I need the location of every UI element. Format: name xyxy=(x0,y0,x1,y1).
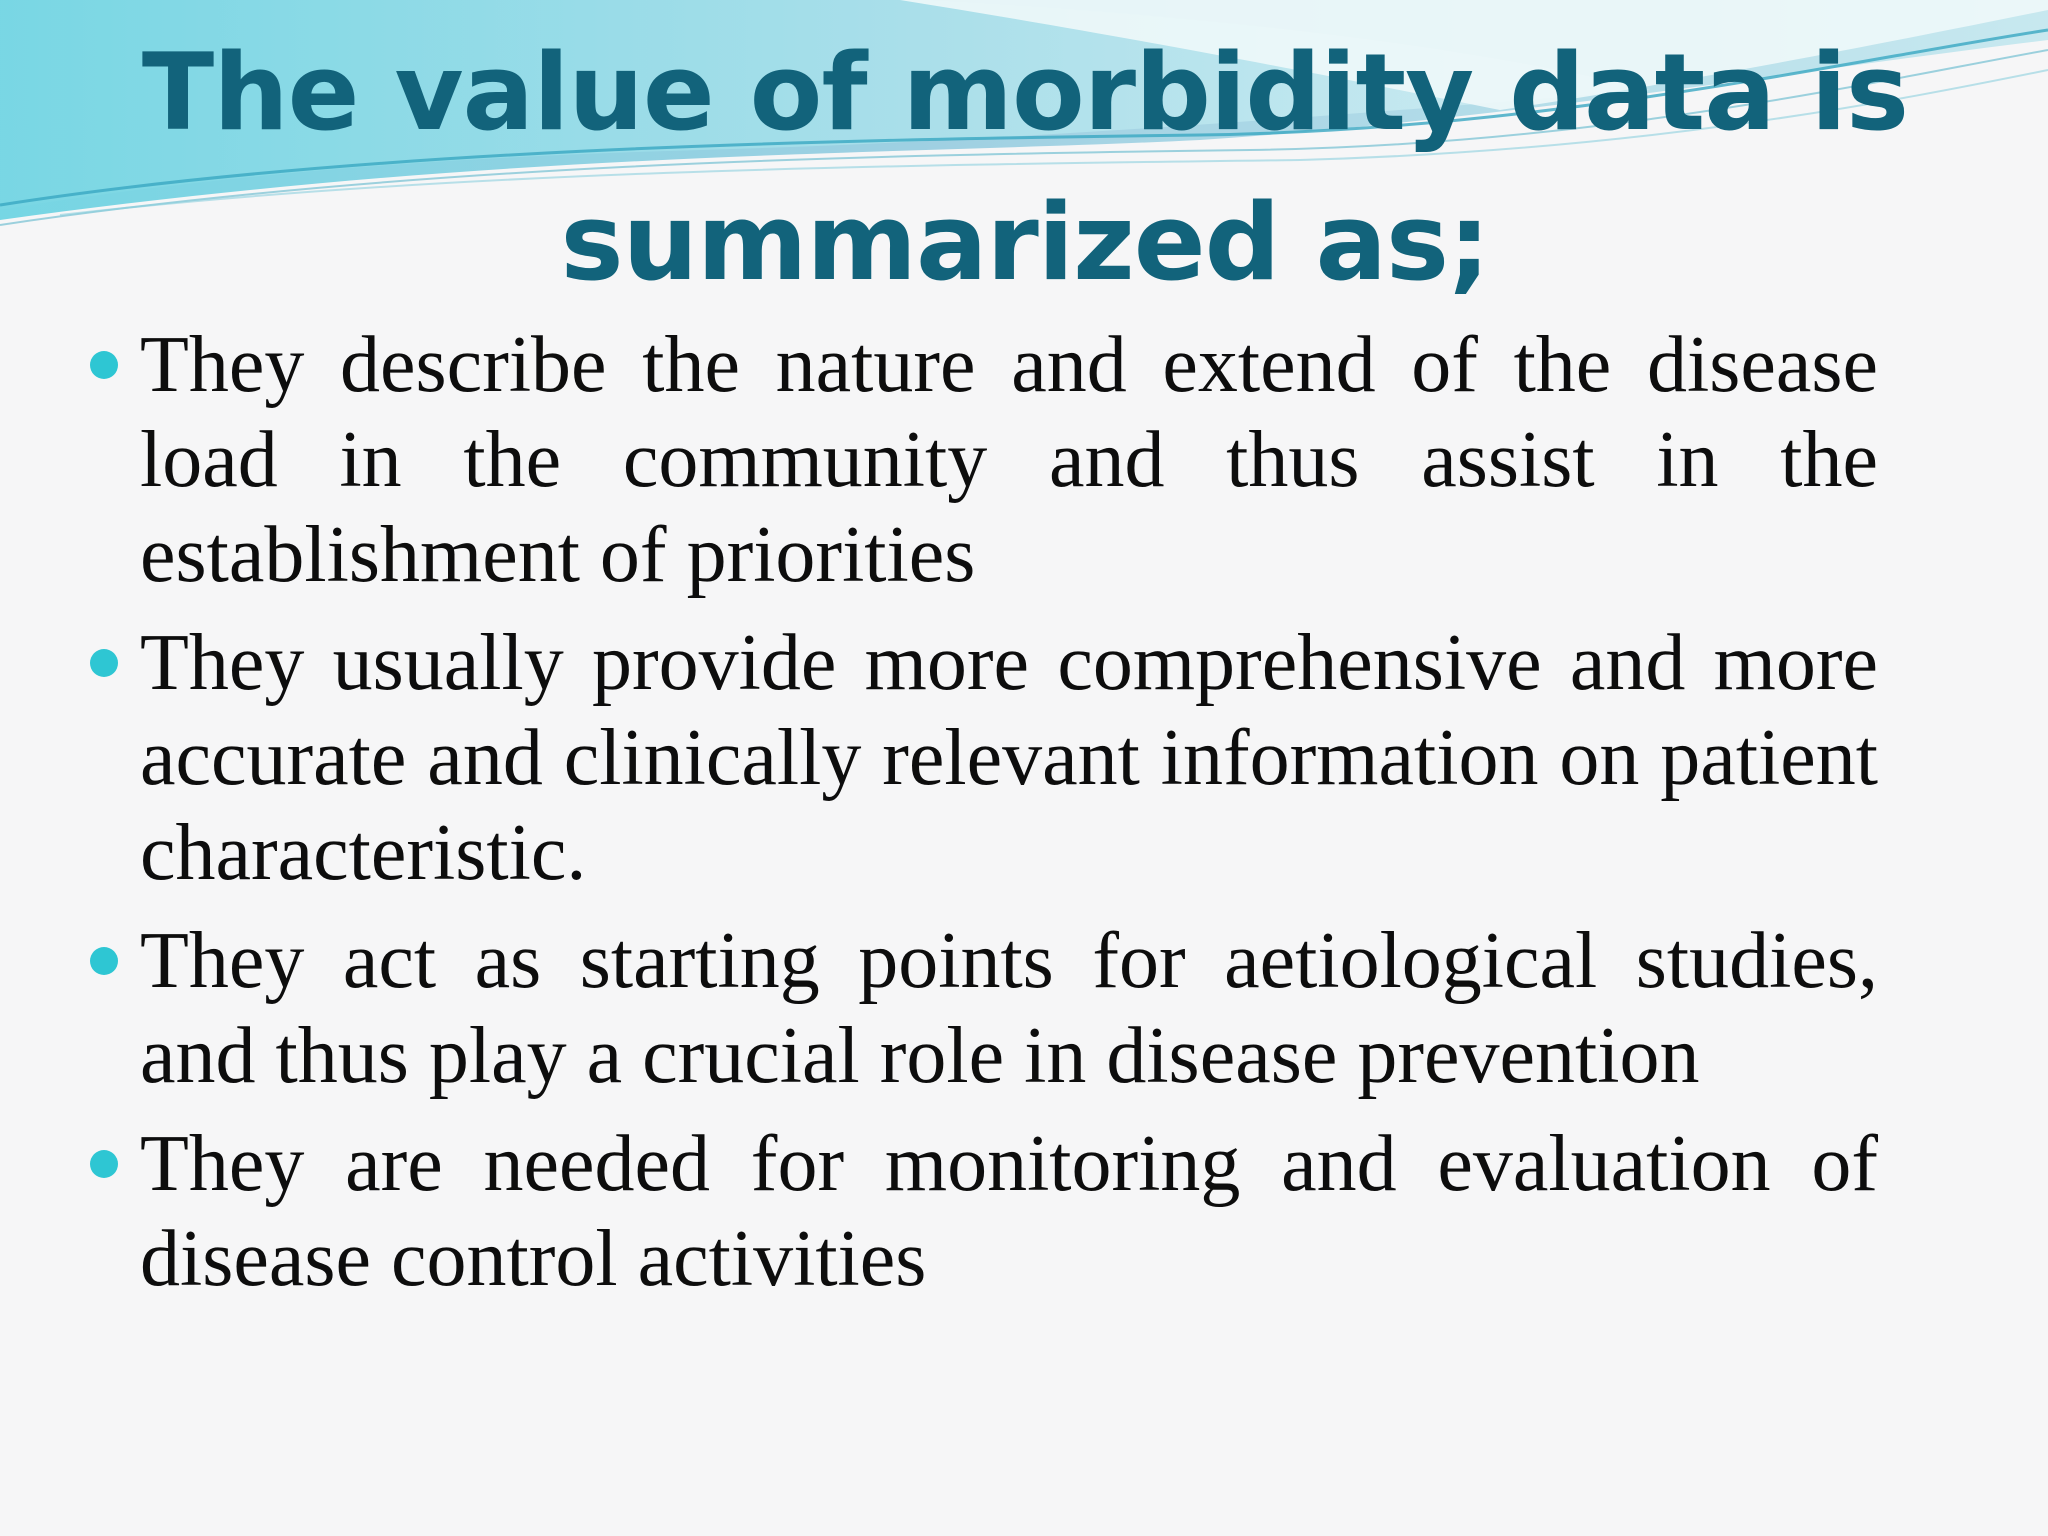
bullet-text: They are needed for monitoring and evaluation of disease control activities xyxy=(140,1120,1878,1303)
bullet-item xyxy=(140,914,1878,1104)
bullet-marker-icon xyxy=(90,947,118,975)
bullet-item xyxy=(140,616,1878,901)
bullet-text: They usually provide more comprehensive and more accurate and clinically relevant information on patient characteristic. xyxy=(140,619,1878,897)
bullet-text: They act as starting points for aetiological studies, and thus play a crucial role in disease prevention xyxy=(140,917,1878,1100)
slide-title: The value of morbidity data is summarized as; xyxy=(141,31,1909,304)
bullet-marker-icon xyxy=(90,649,118,677)
bullet-marker-icon xyxy=(90,351,118,379)
bullet-text: They describe the nature and extend of the disease load in the community and thus assist in the establishment of priorities xyxy=(140,321,1878,599)
bullet-list xyxy=(140,318,1878,1320)
bullet-item xyxy=(140,1117,1878,1307)
bullet-marker-icon xyxy=(90,1150,118,1178)
bullet-item xyxy=(140,318,1878,603)
